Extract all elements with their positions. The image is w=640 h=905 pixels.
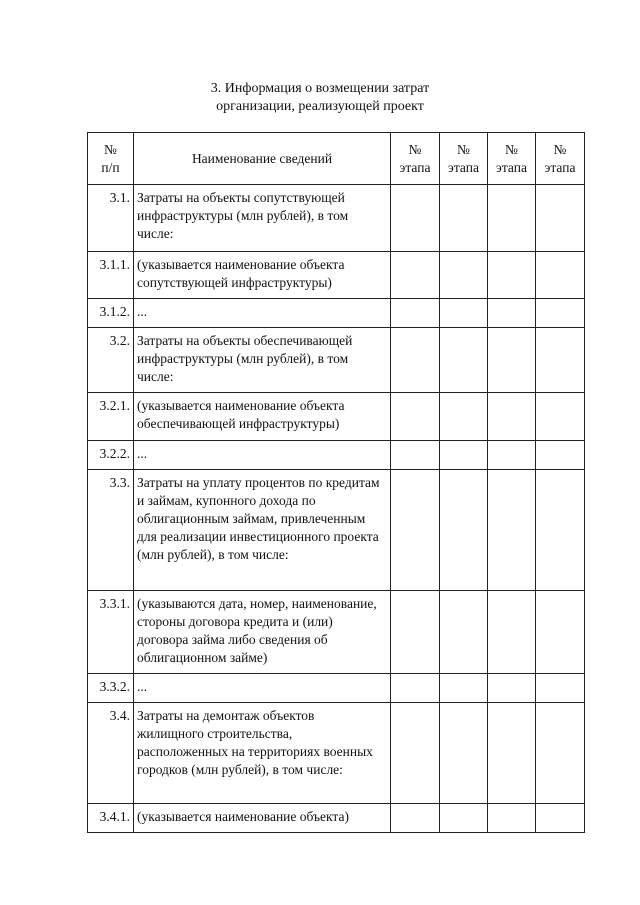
row-number: 3.3.1. — [88, 591, 134, 674]
stage-cell[interactable] — [536, 393, 585, 441]
stage-cell[interactable] — [536, 441, 585, 470]
cost-reimbursement-table — [87, 132, 585, 833]
stage-cell[interactable] — [488, 252, 536, 299]
stage-cell[interactable] — [488, 185, 536, 252]
row-number: 3.3. — [88, 470, 134, 591]
row-name: (указываются дата, номер, наименование, стороны договора кредита и (или) договора займа либо сведения об облигационном займе) — [134, 591, 391, 674]
stage-cell[interactable] — [391, 470, 440, 591]
table-row — [88, 441, 585, 470]
header-stage-label: этапа — [399, 159, 431, 175]
stage-cell[interactable] — [391, 441, 440, 470]
header-num-symbol: № — [104, 141, 117, 157]
row-name: ... — [134, 674, 391, 703]
stage-cell[interactable] — [440, 674, 488, 703]
header-stage-symbol: № — [505, 141, 518, 157]
table-row — [88, 591, 585, 674]
header-stage — [536, 133, 585, 185]
table-row — [88, 703, 585, 804]
row-name: ... — [134, 441, 391, 470]
table-row — [88, 185, 585, 252]
row-number: 3.2.2. — [88, 441, 134, 470]
row-number: 3.1.1. — [88, 252, 134, 299]
table-row — [88, 393, 585, 441]
stage-cell[interactable] — [440, 299, 488, 328]
stage-cell[interactable] — [440, 441, 488, 470]
stage-cell[interactable] — [536, 252, 585, 299]
stage-cell[interactable] — [488, 591, 536, 674]
row-number: 3.1.2. — [88, 299, 134, 328]
stage-cell[interactable] — [488, 441, 536, 470]
header-stage — [440, 133, 488, 185]
stage-cell[interactable] — [536, 703, 585, 804]
row-number: 3.3.2. — [88, 674, 134, 703]
section-title — [0, 80, 640, 116]
row-name: Затраты на объекты сопутствующей инфраструктуры (млн рублей), в том числе: — [134, 185, 391, 252]
stage-cell[interactable] — [391, 804, 440, 833]
row-number: 3.1. — [88, 185, 134, 252]
stage-cell[interactable] — [391, 185, 440, 252]
table-row — [88, 328, 585, 393]
row-number: 3.2.1. — [88, 393, 134, 441]
stage-cell[interactable] — [391, 591, 440, 674]
stage-cell[interactable] — [536, 185, 585, 252]
stage-cell[interactable] — [536, 328, 585, 393]
table-row — [88, 470, 585, 591]
stage-cell[interactable] — [488, 674, 536, 703]
stage-cell[interactable] — [488, 393, 536, 441]
header-stage-symbol: № — [553, 141, 567, 157]
stage-cell[interactable] — [391, 299, 440, 328]
stage-cell[interactable] — [536, 674, 585, 703]
stage-cell[interactable] — [440, 252, 488, 299]
row-name: (указывается наименование объекта обеспечивающей инфраструктуры) — [134, 393, 391, 441]
stage-cell[interactable] — [536, 299, 585, 328]
row-number: 3.2. — [88, 328, 134, 393]
table-header-row — [88, 133, 585, 185]
header-stage-label: этапа — [496, 159, 527, 175]
stage-cell[interactable] — [488, 470, 536, 591]
stage-cell[interactable] — [391, 328, 440, 393]
row-name: (указывается наименование объекта) — [134, 804, 391, 833]
table-row — [88, 252, 585, 299]
row-name: Затраты на демонтаж объектов жилищного строительства, расположенных на территориях военных городков (млн рублей), в том числе: — [134, 703, 391, 804]
stage-cell[interactable] — [391, 252, 440, 299]
stage-cell[interactable] — [488, 804, 536, 833]
section-title-line-1: 3. Информация о возмещении затрат — [210, 81, 430, 96]
stage-cell[interactable] — [391, 393, 440, 441]
header-stage-label: этапа — [448, 159, 479, 175]
section-title-line-2: организации, реализующей проект — [216, 99, 424, 114]
stage-cell[interactable] — [440, 393, 488, 441]
row-name: Затраты на уплату процентов по кредитам и займам, купонного дохода по облигационным займам, привлеченным для реализации инвестиционного проекта (млн рублей), в том числе: — [134, 470, 391, 591]
stage-cell[interactable] — [391, 674, 440, 703]
stage-cell[interactable] — [488, 299, 536, 328]
header-num — [88, 133, 134, 185]
header-name: Наименование сведений — [134, 133, 391, 185]
table-row — [88, 299, 585, 328]
row-name: ... — [134, 299, 391, 328]
table-row — [88, 804, 585, 833]
stage-cell[interactable] — [440, 804, 488, 833]
stage-cell[interactable] — [440, 328, 488, 393]
row-number: 3.4. — [88, 703, 134, 804]
header-stage-symbol: № — [408, 141, 422, 157]
stage-cell[interactable] — [536, 591, 585, 674]
header-stage-label: этапа — [544, 159, 576, 175]
row-name: (указывается наименование объекта сопутствующей инфраструктуры) — [134, 252, 391, 299]
stage-cell[interactable] — [488, 703, 536, 804]
stage-cell[interactable] — [440, 185, 488, 252]
stage-cell[interactable] — [440, 470, 488, 591]
header-stage — [488, 133, 536, 185]
stage-cell[interactable] — [536, 804, 585, 833]
stage-cell[interactable] — [440, 591, 488, 674]
row-name: Затраты на объекты обеспечивающей инфраструктуры (млн рублей), в том числе: — [134, 328, 391, 393]
stage-cell[interactable] — [440, 703, 488, 804]
header-num-label: п/п — [101, 159, 120, 175]
row-number: 3.4.1. — [88, 804, 134, 833]
header-stage-symbol: № — [457, 141, 470, 157]
table-row — [88, 674, 585, 703]
stage-cell[interactable] — [391, 703, 440, 804]
stage-cell[interactable] — [536, 470, 585, 591]
header-stage — [391, 133, 440, 185]
stage-cell[interactable] — [488, 328, 536, 393]
